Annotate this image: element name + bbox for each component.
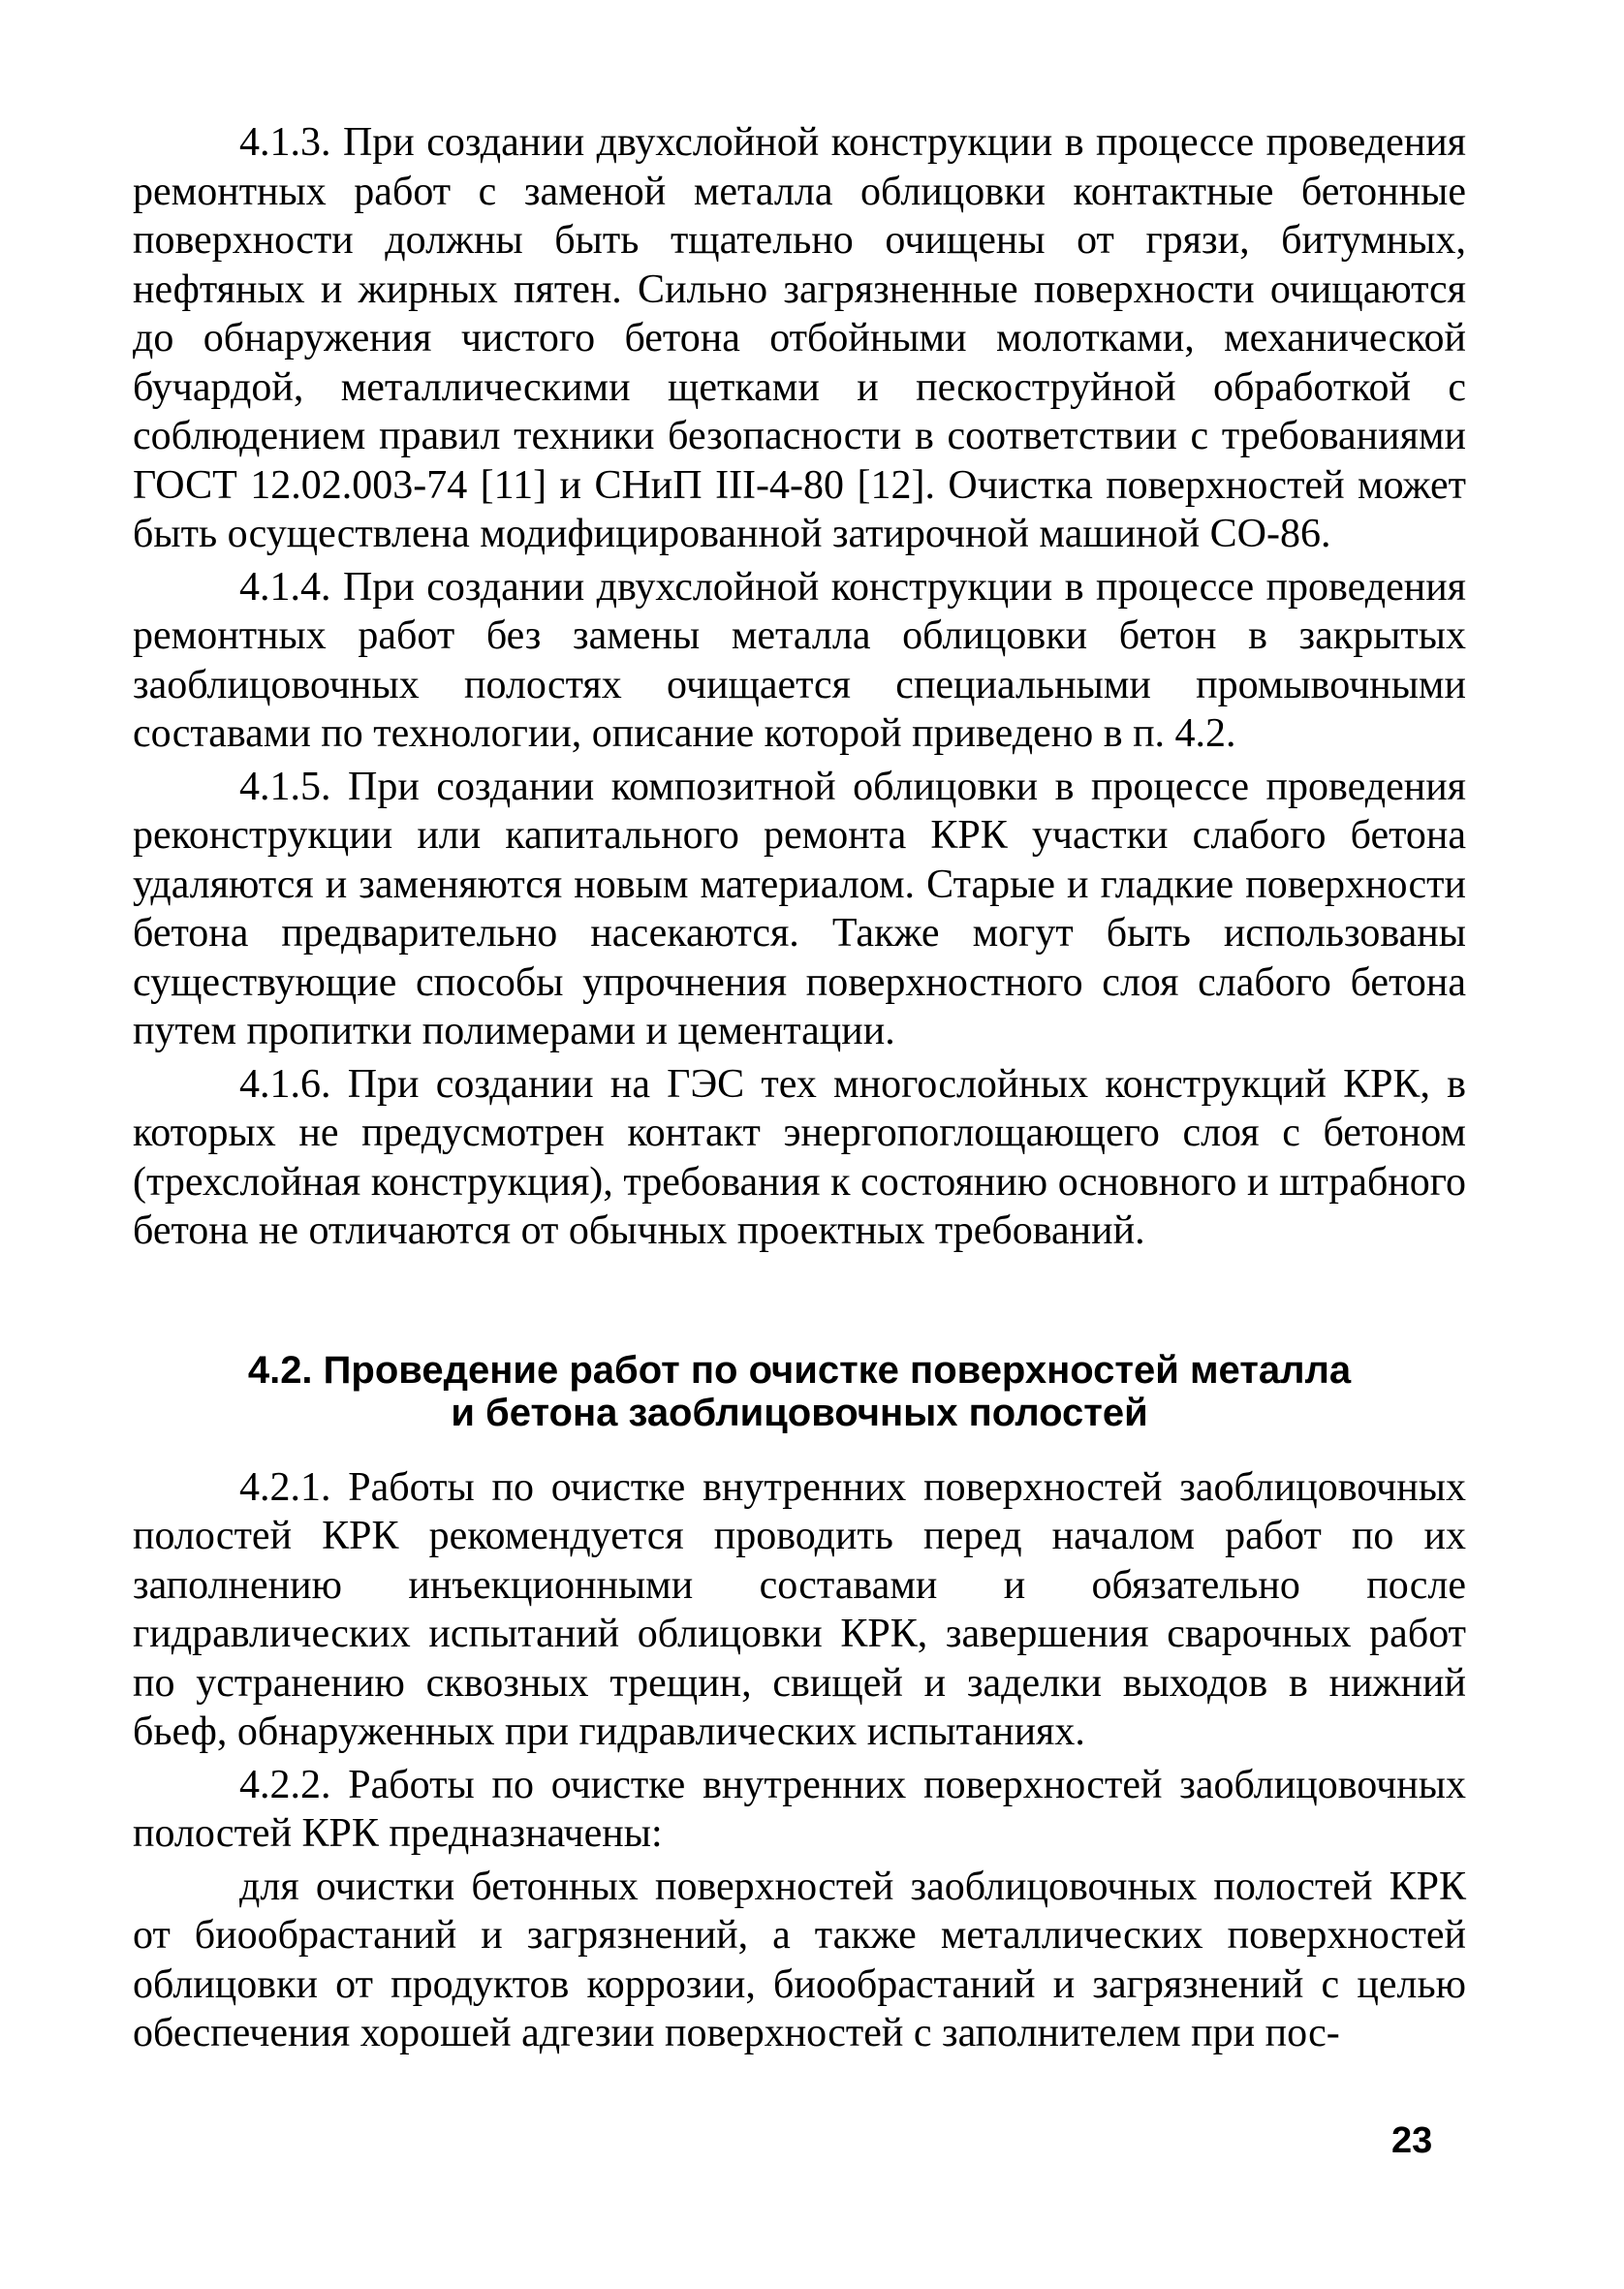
paragraph-list-item-cleaning: для очистки бетонных поверхностей заоблицовочных полостей КРК от биообрастаний и загрязнений, а также металлических поверхностей облицовки от продуктов коррозии, биообрастаний и загрязнений с целью обеспечения хорошей адгезии поверхностей с заполнителем при пос-: [133, 1864, 1466, 2055]
paragraph-4-1-6: 4.1.6. При создании на ГЭС тех многослойных конструкций КРК, в которых не предусмотрен контакт энергопоглощающего слоя с бетоном (трехслойная конструкция), требования к состоянию основного и штрабного бетона не отличаются от обычных проектных требований.: [133, 1061, 1466, 1253]
page-number: 23: [1391, 2120, 1433, 2161]
paragraph-4-2-1: 4.2.1. Работы по очистке внутренних поверхностей заоблицовочных полостей КРК рекомендуется проводить перед началом работ по их заполнению инъекционными составами и обязательно после гидравлических испытаний облицовки КРК, завершения сварочных работ по устранению сквозных трещин, свищей и заделки выходов в нижний бьеф, обнаруженных при гидравлических испытаниях.: [133, 1464, 1466, 1754]
document-page: [133, 118, 1466, 2062]
section-heading-4-2: [133, 1349, 1466, 1434]
paragraph-4-1-4: 4.1.4. При создании двухслойной конструкции в процессе проведения ремонтных работ без замены металла облицовки бетон в закрытых заоблицовочных полостях очищается специальными промывочными составами по технологии, описание которой приведено в п. 4.2.: [133, 564, 1466, 756]
section-heading-line-1: 4.2. Проведение работ по очистке поверхностей металла: [247, 1348, 1352, 1392]
paragraph-4-1-5: 4.1.5. При создании композитной облицовки в процессе проведения реконструкции или капитального ремонта КРК участки слабого бетона удаляются и заменяются новым материалом. Старые и гладкие поверхности бетона предварительно насекаются. Также могут быть использованы существующие способы упрочнения поверхностного слоя слабого бетона путем пропитки полимерами и цементации.: [133, 764, 1466, 1053]
paragraph-4-1-3: 4.1.3. При создании двухслойной конструкции в процессе проведения ремонтных работ с заменой металла облицовки контактные бетонные поверхности должны быть тщательно очищены от грязи, битумных, нефтяных и жирных пятен. Сильно загрязненные поверхности очищаются до обнаружения чистого бетона отбойными молотками, механической бучардой, металлическими щетками и пескоструйной обработкой с соблюдением правил техники безопасности в соответствии с требованиями ГОСТ 12.02.003-74 [11] и СНиП III-4-80 [12]. Очистка поверхностей может быть осуществлена модифицированной затирочной машиной СО-86.: [133, 120, 1466, 556]
section-heading-line-2: и бетона заоблицовочных полостей: [451, 1391, 1148, 1434]
paragraph-4-2-2: 4.2.2. Работы по очистке внутренних поверхностей заоблицовочных полостей КРК предназначены:: [133, 1762, 1466, 1856]
